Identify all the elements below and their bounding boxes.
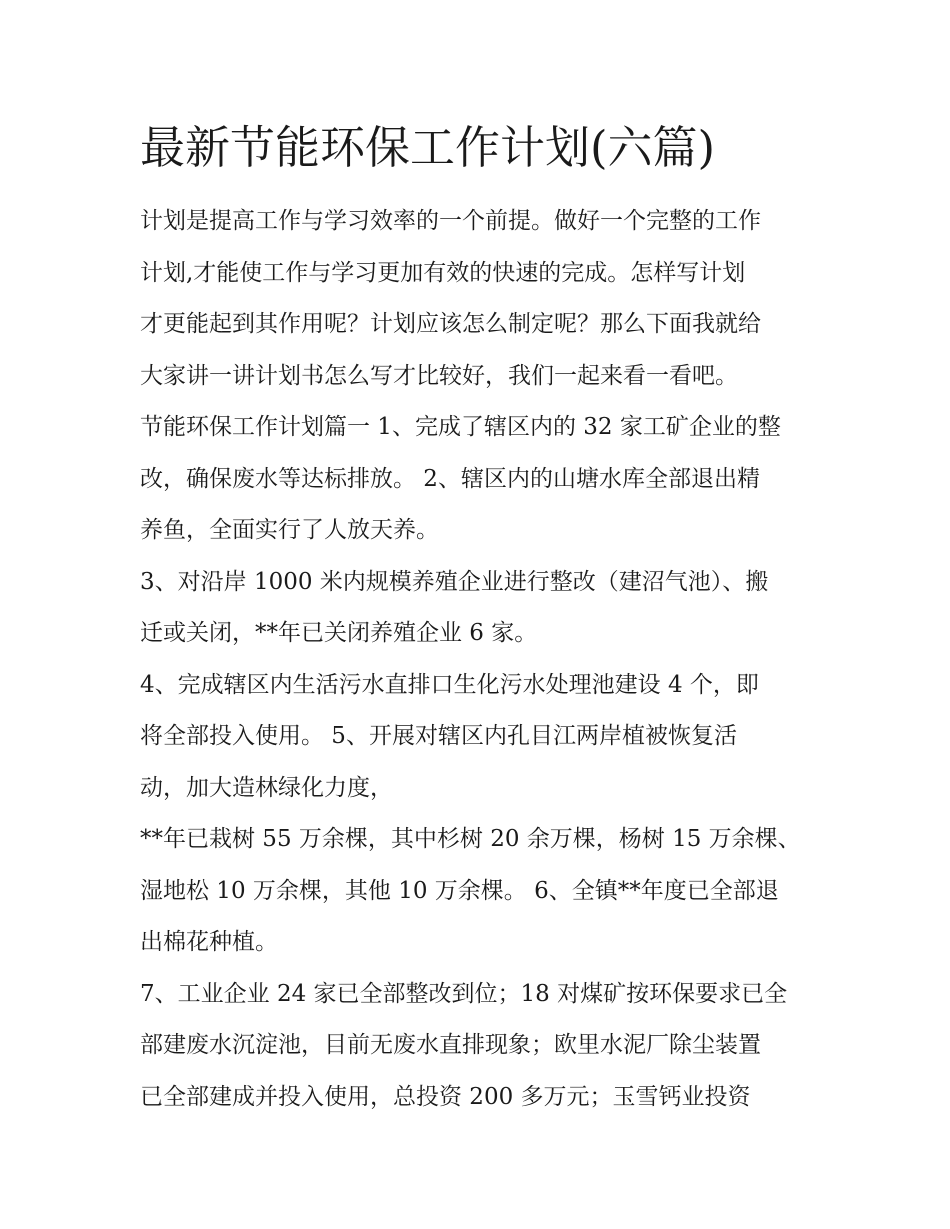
paragraph-item-7 xyxy=(140,969,820,1124)
text-line: 已全部建成并投入使用，总投资 200 多万元；玉雪钙业投资 xyxy=(140,1083,751,1110)
text-line: 养鱼，全面实行了人放天养。 xyxy=(140,517,439,543)
text-line: 将全部投入使用。 5、开展对辖区内孔目江两岸植被恢复活 xyxy=(140,723,737,749)
text-line: 大家讲一讲计划书怎么写才比较好，我们一起来看一看吧。 xyxy=(140,362,738,389)
paragraph-intro xyxy=(140,196,820,402)
text-line: **年已栽树 55 万余棵，其中杉树 20 余万棵，杨树 15 万余棵、 xyxy=(140,826,801,852)
text-line: 计划,才能使工作与学习更加有效的快速的完成。怎样写计划 xyxy=(140,259,746,286)
document-page xyxy=(140,118,820,1123)
text-line: 部建废水沉淀池，目前无废水直排现象；欧里水泥厂除尘装置 xyxy=(140,1032,761,1058)
paragraph-item-3 xyxy=(140,557,820,660)
text-line: 7、工业企业 24 家已全部整改到位；18 对煤矿按环保要求已全 xyxy=(140,980,788,1007)
document-title: 最新节能环保工作计划(六篇) xyxy=(140,121,716,174)
text-line: 才更能起到其作用呢？计划应该怎么制定呢？那么下面我就给 xyxy=(140,311,761,337)
text-line: 3、对沿岸 1000 米内规模养殖企业进行整改（建沼气池）、搬 xyxy=(140,568,769,595)
text-line: 动，加大造林绿化力度， xyxy=(140,774,393,801)
paragraph-trees xyxy=(140,814,820,969)
paragraph-item-4 xyxy=(140,660,820,815)
paragraph-plan-one xyxy=(140,402,820,557)
text-line: 节能环保工作计划篇一 1、完成了辖区内的 32 家工矿企业的整 xyxy=(140,414,781,440)
text-line: 4、完成辖区内生活污水直排口生化污水处理池建设 4 个，即 xyxy=(140,671,759,698)
text-line: 湿地松 10 万余棵，其他 10 万余棵。 6、全镇**年度已全部退 xyxy=(140,877,779,904)
text-line: 出棉花种植。 xyxy=(140,929,278,955)
text-line: 计划是提高工作与学习效率的一个前提。做好一个完整的工作 xyxy=(140,208,761,234)
text-line: 迁或关闭，**年已关闭养殖企业 6 家。 xyxy=(140,620,538,646)
text-line: 改，确保废水等达标排放。 2、辖区内的山塘水库全部退出精 xyxy=(140,465,760,492)
